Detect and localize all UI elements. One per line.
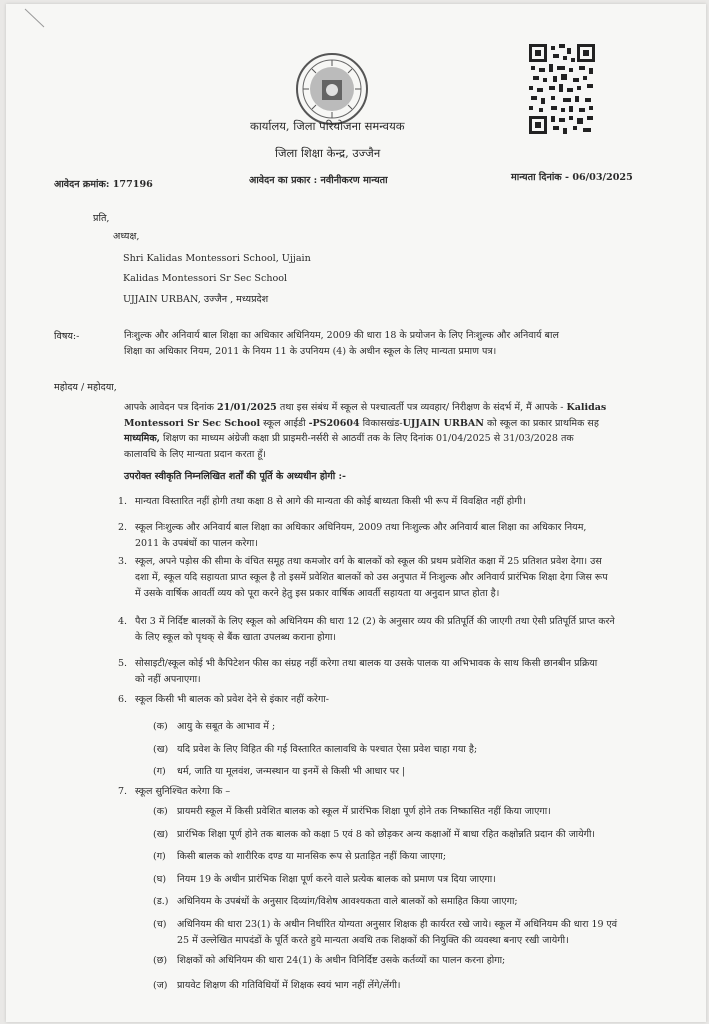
condition-text-line: स्कूल किसी भी बालक को प्रवेश देने से इंकार नहीं करेगा- bbox=[135, 694, 329, 705]
body-text: स्कूल आईडी bbox=[260, 418, 309, 429]
recognition-date: मान्यता दिनांक - 06/03/2025 bbox=[511, 172, 633, 183]
condition-number: 6. bbox=[118, 694, 128, 705]
condition-text-line: पैरा 3 में निर्दिष्ट बालकों के लिए स्कूल को अधिनियम की धारा 12 (2) के अनुसार व्यय की प्रतिपूर्ति की जाएगी तथा ऐसी प्रतिपूर्ति प्राप्त करने bbox=[135, 616, 615, 627]
block-name: UJJAIN URBAN bbox=[402, 418, 484, 429]
sub-item-text: यदि प्रवेश के लिए विहित की गई विस्तारित कालावधि के पश्चात ऐसा प्रवेश चाहा गया है; bbox=[177, 744, 478, 755]
sub-item-text: आयु के सबूत के आभाव में ; bbox=[177, 721, 276, 732]
body-line4: कालावधि के लिए मान्यता प्रदान करता हूँ। bbox=[124, 449, 267, 460]
sub-item-text-line: नियम 19 के अधीन प्रारंभिक शिक्षा पूर्ण करने वाले प्रत्येक बालक को प्रमाण पत्र दिया जाएगा। bbox=[177, 874, 496, 885]
subject-line2: शिक्षा का अधिकार नियम, 2011 के नियम 11 के उपनियम (4) के अधीन स्कूल के लिए मान्यता प्रमाण पत्र। bbox=[124, 346, 497, 357]
sub-item-label: (ग) bbox=[153, 851, 166, 862]
subject-label: विषय:- bbox=[54, 331, 80, 342]
condition-text-line: 2011 के उपबंधों का पालन करेगा। bbox=[135, 538, 258, 549]
sub-item-text-line: 25 में उल्लेखित मापदंडों के पूर्ति करते हुये मान्यता अवधि तक शिक्षकों की नियुक्ति की व्यवस्था बनाए रखी जायेगी। bbox=[177, 935, 569, 946]
condition-text-line: के लिए स्कूल को पृथक् से बैंक खाता उपलब्ध कराना होगा। bbox=[135, 632, 337, 643]
application-type: आवेदन का प्रकार : नवीनीकरण मान्यता bbox=[249, 175, 388, 186]
body-text: शिक्षण का माध्यम अंग्रेजी कक्षा प्री प्राइमरी-नर्सरी से आठवीं तक के लिए दिनांक 01/04/2025 से 31/03/2028 तक bbox=[159, 433, 574, 444]
address-line3: UJJAIN URBAN, उज्जैन , मध्यप्रदेश bbox=[123, 294, 269, 305]
sub-item-text-line: अधिनियम के उपबंधों के अनुसार दिव्यांग/विशेष आवश्यकता वाले बालकों को समाहित किया जाएगा; bbox=[177, 896, 518, 907]
body-text: विकासखंड- bbox=[359, 418, 403, 429]
condition-text-line: दशा में, स्कूल यदि सहायता प्राप्त स्कूल है तो इसमें प्रवेशित बालकों को उस अनुपात में निःशुल्क और अनिवार्य प्रारंभिक शिक्षा देगा जिस रूप bbox=[135, 572, 608, 583]
office-name-line2: जिला शिक्षा केन्द्र, उज्जैन bbox=[275, 146, 381, 160]
school-id: -PS20604 bbox=[308, 418, 360, 429]
condition-text-line: सोसाइटी/स्कूल कोई भी कैपिटेशन फीस का संग्रह नहीं करेगा तथा बालक या उसके पालक या अभिभावक के साथ किसी छानबीन प्रक्रिया bbox=[135, 658, 598, 669]
body-text: तथा इस संबंध में स्कूल से पश्चात्वर्ती पत्र व्यवहार/ निरीक्षण के संदर्भ में, मैं आपके - bbox=[276, 402, 567, 413]
sub-item-label: (ख) bbox=[153, 829, 169, 840]
condition-number: 4. bbox=[118, 616, 128, 627]
condition-number: 1. bbox=[118, 496, 128, 507]
condition-number: 7. bbox=[118, 786, 128, 797]
corner-pen-mark bbox=[24, 8, 46, 28]
body-text: को स्कूल का प्रकार प्राथमिक सह bbox=[483, 418, 599, 429]
sub-item-text-line: प्रायवेट शिक्षण की गतिविधियों में शिक्षक स्वयं भाग नहीं लेंगे/लेंगी। bbox=[177, 980, 401, 991]
address-line2: Kalidas Montessori Sr Sec School bbox=[123, 273, 288, 284]
application-number: आवेदन क्रमांक: 177196 bbox=[54, 179, 153, 190]
school-type: माध्यमिक, bbox=[124, 433, 160, 444]
condition-text: स्कूल सुनिश्चित करेगा कि – bbox=[135, 786, 231, 797]
sub-item-text: धर्म, जाति या मूलवंश, जन्मस्थान या इनमें से किसी भी आधार पर | bbox=[177, 766, 406, 777]
sub-item-label: (छ) bbox=[153, 955, 168, 966]
salutation: महोदय / महोदया, bbox=[54, 382, 117, 393]
office-name-line1: कार्यालय, जिला परियोजना समन्वयक bbox=[250, 119, 405, 133]
address-to: प्रति, bbox=[93, 213, 110, 224]
condition-text-line: स्कूल, अपने पड़ोस की सीमा के वंचित समूह तथा कमजोर वर्ग के बालकों को स्कूल की प्रथम प्रवेशित कक्षा में 25 प्रतिशत प्रवेश देगा। उस bbox=[135, 556, 602, 567]
sub-item-label: (ग) bbox=[153, 766, 166, 777]
sub-item-text-line: किसी बालक को शारीरिक दण्ड या मानसिक रूप से प्रताड़ित नहीं किया जाएगा; bbox=[177, 851, 447, 862]
conditions-heading: उपरोक्त स्वीकृति निम्नलिखित शर्तों की पूर्ति के अध्यधीन होगी :- bbox=[124, 471, 346, 482]
sub-item-text-line: अधिनियम की धारा 23(1) के अधीन निर्धारित योग्यता अनुसार शिक्षक ही कार्यरत रखे जाये। स्कूल में अधिनियम की धारा 19 एवं bbox=[177, 919, 618, 930]
sub-item-text-line: शिक्षकों को अधिनियम की धारा 24(1) के अधीन विनिर्दिष्ट उसके कर्तव्यों का पालन करना होगा; bbox=[177, 955, 506, 966]
qr-code bbox=[529, 44, 595, 134]
condition-text-line: मान्यता विस्तारित नहीं होगी तथा कक्षा 8 से आगे की मान्यता की कोई बाध्यता किसी भी रूप में विवक्षित नहीं होगी। bbox=[135, 496, 526, 507]
sub-item-label: (क) bbox=[153, 721, 168, 732]
sub-item-label: (क) bbox=[153, 806, 168, 817]
body-text: आपके आवेदन पत्र दिनांक bbox=[124, 402, 217, 413]
condition-number: 5. bbox=[118, 658, 128, 669]
condition-text-line: में उसके वार्षिक आवर्ती व्यय को पूरा करने हेतु इस प्रकार वार्षिक आवर्ती सहायता या अनुदान प्राप्त होता है। bbox=[135, 588, 500, 599]
subject-line1: निःशुल्क और अनिवार्य बाल शिक्षा का अधिकार अधिनियम, 2009 की धारा 18 के प्रयोजन के लिए निःशुल्क और अनिवार्य बाल bbox=[124, 330, 559, 341]
government-seal-emblem bbox=[295, 52, 369, 126]
sub-item-label: (ख) bbox=[153, 744, 169, 755]
sub-item-label: (घ) bbox=[153, 874, 167, 885]
document-page bbox=[6, 4, 706, 1022]
sub-item-label: (ज) bbox=[153, 980, 168, 991]
condition-text-line: स्कूल निःशुल्क और अनिवार्य बाल शिक्षा का अधिकार अधिनियम, 2009 तथा निःशुल्क और अनिवार्य बाल शिक्षा का अधिकार नियम, bbox=[135, 522, 587, 533]
sub-item-label: (च) bbox=[153, 919, 167, 930]
sub-item-label: (ड.) bbox=[153, 896, 169, 907]
condition-number: 3. bbox=[118, 556, 128, 567]
application-date: 21/01/2025 bbox=[216, 402, 277, 413]
sub-item-text-line: प्रारंभिक शिक्षा पूर्ण होने तक बालक को कक्षा 5 एवं 8 को छोड़कर अन्य कक्षाओं में बाधा रहित कक्षोन्नति प्रदान की जायेगी। bbox=[177, 829, 596, 840]
address-line1: Shri Kalidas Montessori School, Ujjain bbox=[123, 253, 311, 264]
body-line3 bbox=[124, 432, 574, 445]
sub-item-text-line: प्रायमरी स्कूल में किसी प्रवेशित बालक को स्कूल में प्रारंभिक शिक्षा पूर्ण होने तक निष्कासित नहीं किया जाएगा। bbox=[177, 806, 551, 817]
body-line2 bbox=[124, 417, 599, 430]
body-line1 bbox=[124, 401, 606, 414]
condition-number: 2. bbox=[118, 522, 128, 533]
school-name: Kalidas bbox=[566, 402, 607, 413]
address-designation: अध्यक्ष, bbox=[113, 231, 140, 242]
school-name: Montessori Sr Sec School bbox=[124, 418, 261, 429]
condition-text-line: को नहीं अपनाएगा। bbox=[135, 674, 201, 685]
